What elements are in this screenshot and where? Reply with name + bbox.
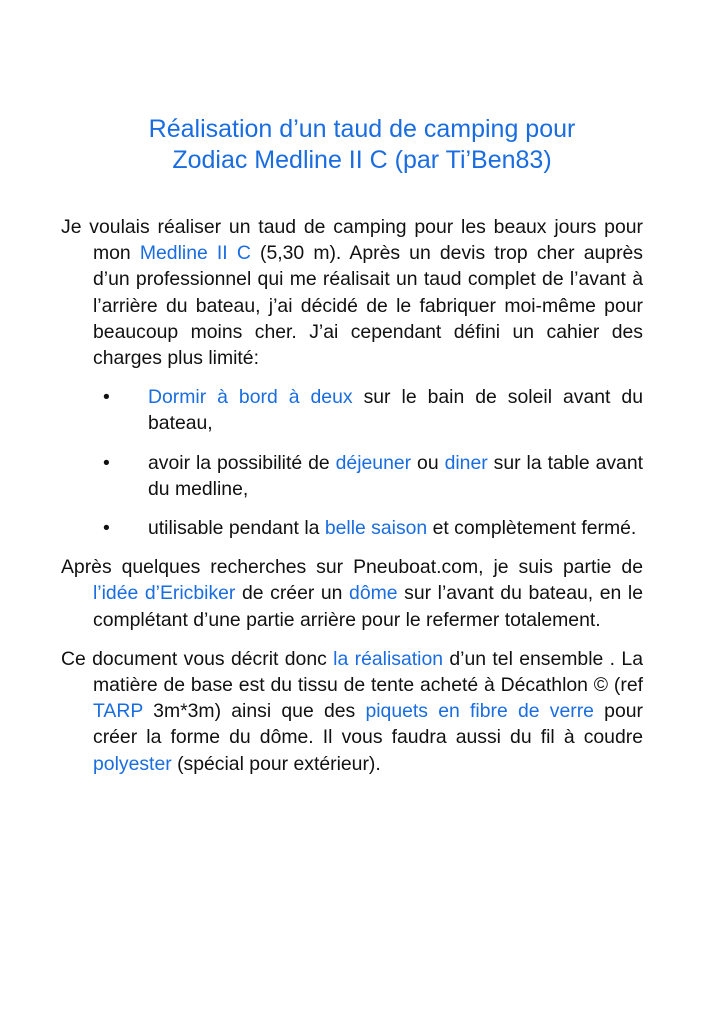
highlight-piquets: piquets en fibre de verre — [365, 700, 594, 723]
para2-text-2: de créer un — [235, 582, 350, 605]
highlight-realisation: la réalisation — [333, 647, 444, 670]
highlight-medline: Medline II C — [139, 242, 251, 265]
materials-paragraph — [61, 646, 643, 777]
bullet-icon: • — [103, 517, 110, 540]
para2-text-1: Après quelques recherches sur Pneuboat.com, je suis partie de — [61, 556, 643, 579]
research-paragraph — [61, 554, 643, 633]
highlight-dejeuner: déjeuner — [335, 451, 412, 474]
title-line-2: Zodiac Medline II C (par Ti’Ben83) — [172, 146, 552, 174]
list-item-text: sur la table avant du medline, — [148, 451, 644, 500]
bullet-icon: • — [103, 451, 110, 474]
highlight-belle-saison: belle saison — [324, 517, 428, 540]
para2-text-3: sur l’avant du bateau, en le complétant d’une partie arrière pour le refermer totalement. — [93, 582, 643, 631]
bullet-icon: • — [103, 386, 110, 409]
highlight-diner: diner — [444, 451, 488, 474]
list-item-text: utilisable pendant la — [148, 517, 325, 540]
list-item-text: avoir la possibilité de — [148, 451, 336, 474]
para3-text-5: (spécial pour extérieur). — [171, 752, 381, 775]
list-item — [61, 450, 643, 502]
list-item-text: ou — [411, 451, 445, 474]
highlight-tarp: TARP — [93, 700, 143, 723]
para3-text-2: d’un tel ensemble . La matière de base est du tissu de tente acheté à Décathlon © (ref — [93, 647, 643, 697]
para3-text-1: Ce document vous décrit donc — [61, 647, 334, 670]
list-item — [61, 384, 643, 436]
list-item-text: et complètement fermé. — [427, 517, 637, 540]
requirements-list — [61, 384, 643, 541]
highlight-polyester: polyester — [93, 752, 172, 775]
intro-text-1: Je voulais réaliser un taud de camping pour les beaux jours pour mon — [61, 216, 643, 265]
highlight-dome: dôme — [349, 582, 398, 605]
page-title — [60, 114, 664, 176]
para3-text-3: 3m*3m) ainsi que des — [142, 700, 366, 723]
highlight-dormir: Dormir à bord à deux — [148, 386, 353, 409]
document-body — [61, 214, 643, 790]
list-item-text: sur le bain de soleil avant du bateau, — [148, 386, 643, 435]
para3-text-4: pour créer la forme du dôme. Il vous faudra aussi du fil à coudre — [93, 700, 643, 749]
intro-paragraph — [61, 214, 643, 371]
intro-text-2: (5,30 m). Après un devis trop cher auprès d’un professionnel qui me réalisait un taud complet de l’avant à l’arrière du bateau, j’ai décidé de le fabriquer moi-même pour beaucoup moins cher. J’ai cependant défini un cahier des charges plus limité: — [93, 242, 644, 370]
title-line-1: Réalisation d’un taud de camping pour — [148, 115, 576, 143]
list-item — [61, 515, 643, 541]
highlight-idee-ericbiker: l’idée d’Ericbiker — [93, 582, 236, 605]
